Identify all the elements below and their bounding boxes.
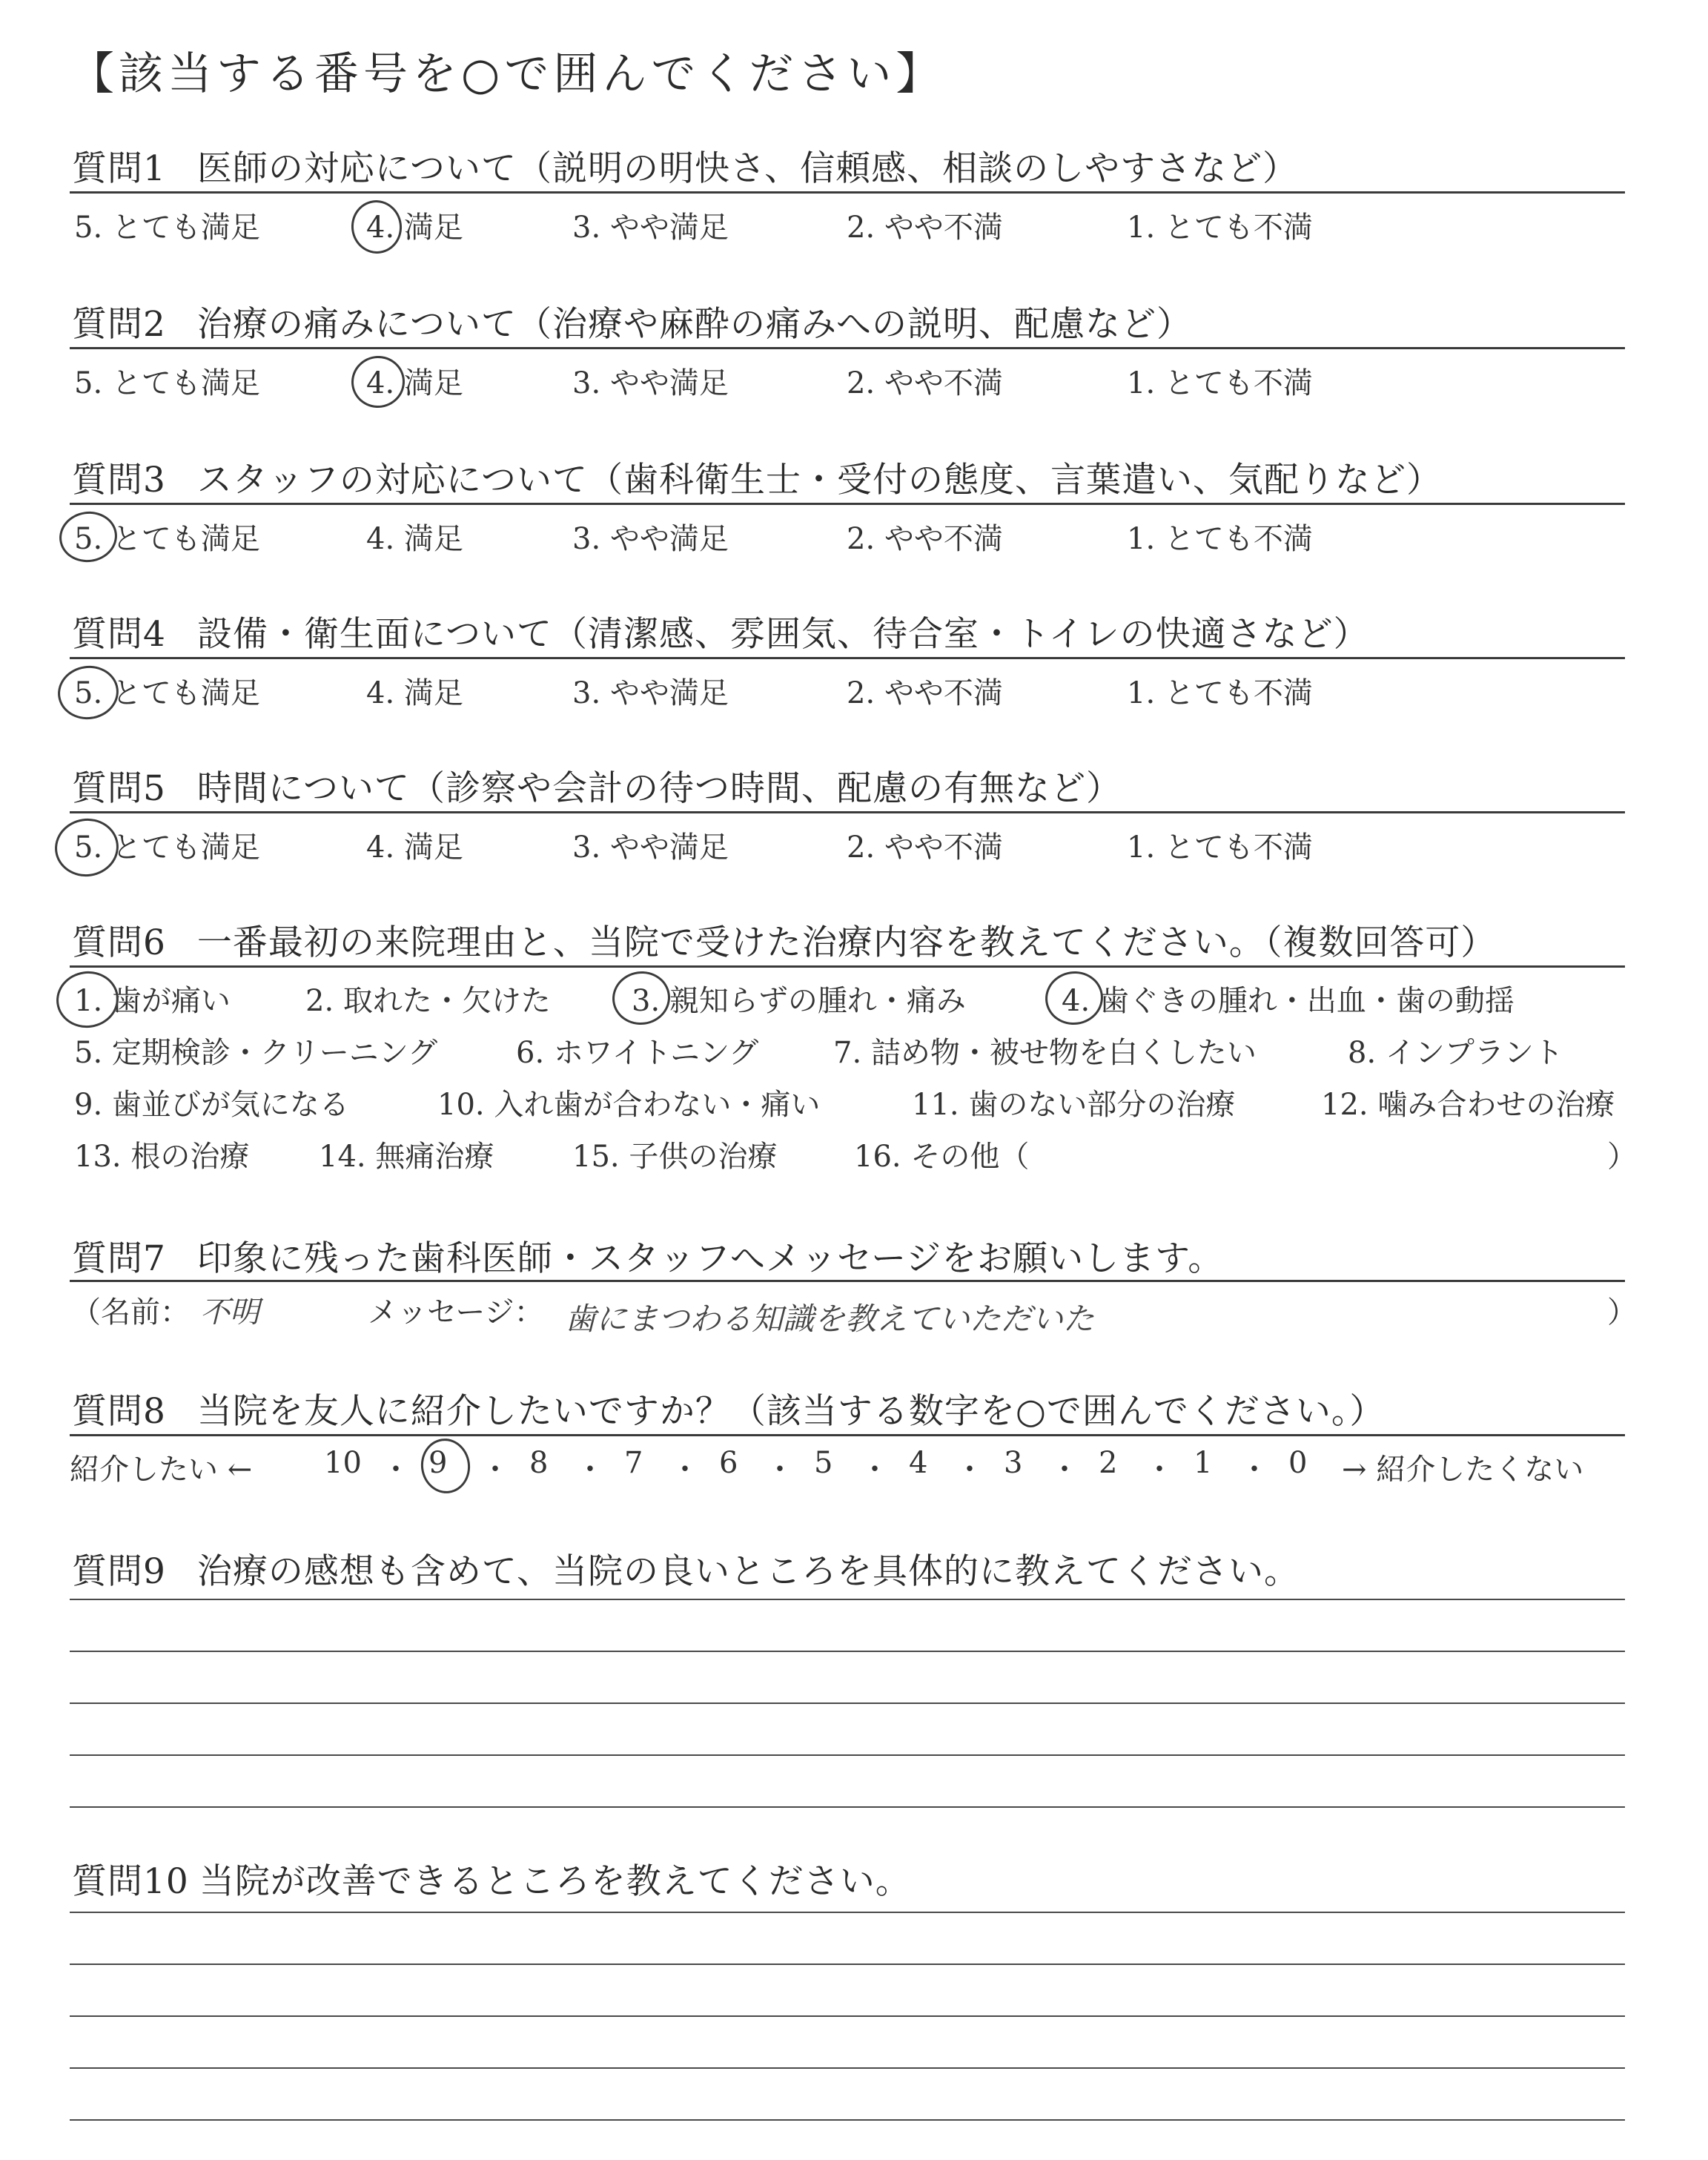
q10-writing-line[interactable]	[70, 2119, 1625, 2121]
q5-option-2[interactable]: 2. やや不満	[847, 830, 1003, 865]
q6-option-6[interactable]: 6. ホワイトニング	[516, 1036, 759, 1070]
q8-separator: ・	[575, 1453, 605, 1487]
q10-writing-line[interactable]	[70, 2015, 1625, 2017]
question-8-text: 当院を友人に紹介したいですか？（該当する数字を○で囲んでください。）	[196, 1391, 1386, 1432]
question-2-number: 質問2	[72, 304, 166, 345]
q10-writing-line[interactable]	[70, 1964, 1625, 1965]
q5-option-5[interactable]: 5. とても満足	[74, 830, 260, 865]
question-1-number: 質問1	[72, 148, 166, 189]
question-10-number: 質問10	[72, 1861, 189, 1902]
q6-option-8[interactable]: 8. インプラント	[1348, 1036, 1563, 1070]
question-10-title	[72, 1854, 911, 1903]
question-10-text: 当院が改善できるところを教えてください。	[199, 1861, 911, 1902]
q8-scale-10[interactable]: 10	[324, 1446, 362, 1480]
q6-option-5[interactable]: 5. 定期検診・クリーニング	[74, 1036, 438, 1070]
question-6-number: 質問6	[72, 922, 166, 963]
q6-option-14[interactable]: 14. 無痛治療	[319, 1140, 494, 1174]
q9-writing-line[interactable]	[70, 1651, 1625, 1652]
q8-separator: ・	[1050, 1453, 1079, 1487]
question-7-text: 印象に残った歯科医師・スタッフへメッセージをお願いします。	[196, 1238, 1224, 1279]
q2-option-3[interactable]: 3. やや満足	[572, 366, 729, 400]
q8-separator: ・	[860, 1453, 890, 1487]
q2-option-2[interactable]: 2. やや不満	[847, 366, 1003, 400]
question-1-rule	[70, 191, 1625, 194]
question-4-text: 設備・衛生面について（清潔感、雰囲気、待合室・トイレの快適さなど）	[196, 614, 1369, 655]
question-6-rule	[70, 965, 1625, 968]
q7-close-paren: ）	[1607, 1295, 1637, 1330]
question-7-number: 質問7	[72, 1238, 166, 1279]
question-7-rule	[70, 1280, 1625, 1282]
question-3-text: スタッフの対応について（歯科衛生士・受付の態度、言葉遣い、気配りなど）	[196, 460, 1442, 501]
q5-option-1[interactable]: 1. とても不満	[1127, 830, 1313, 865]
q6-option-4[interactable]: 4. 歯ぐきの腫れ・出血・歯の動揺	[1062, 984, 1515, 1018]
question-3-number: 質問3	[72, 460, 166, 501]
q8-scale-6[interactable]: 6	[719, 1446, 738, 1480]
question-8-number: 質問8	[72, 1391, 166, 1432]
question-9-text: 治療の感想も含めて、当院の良いところを具体的に教えてください。	[196, 1551, 1300, 1592]
q9-writing-line[interactable]	[70, 1599, 1625, 1600]
question-9-number: 質問9	[72, 1551, 166, 1592]
q1-option-4[interactable]: 4. 満足	[366, 211, 463, 245]
question-3-title	[72, 452, 1442, 502]
q6-option-10[interactable]: 10. 入れ歯が合わない・痛い	[437, 1088, 821, 1122]
q6-other-close-paren: ）	[1607, 1140, 1637, 1174]
q6-option-1[interactable]: 1. 歯が痛い	[74, 984, 231, 1018]
q7-name-label: （名前：	[71, 1295, 190, 1330]
q1-option-5[interactable]: 5. とても満足	[74, 211, 260, 245]
q8-left-label: 紹介したい ←	[70, 1453, 253, 1487]
q6-option-12[interactable]: 12. 噛み合わせの治療	[1321, 1088, 1615, 1122]
question-5-text: 時間について（診察や会計の待つ時間、配慮の有無など）	[196, 768, 1122, 809]
q8-separator: ・	[765, 1453, 795, 1487]
q3-option-3[interactable]: 3. やや満足	[572, 522, 729, 556]
question-2-rule	[70, 347, 1625, 349]
question-4-title	[72, 607, 1369, 656]
question-9-title	[72, 1544, 1300, 1593]
q8-scale-9[interactable]: 9	[428, 1446, 448, 1480]
q8-separator: ・	[1145, 1453, 1174, 1487]
question-5-rule	[70, 811, 1625, 813]
q5-option-4[interactable]: 4. 満足	[366, 830, 463, 865]
question-6-title	[72, 915, 1496, 965]
question-8-rule	[70, 1434, 1625, 1436]
q7-name-handwritten[interactable]: 不明	[200, 1295, 259, 1330]
q2-option-1[interactable]: 1. とても不満	[1127, 366, 1313, 400]
q8-scale-7[interactable]: 7	[624, 1446, 643, 1480]
q1-option-3[interactable]: 3. やや満足	[572, 211, 729, 245]
q8-selection-circle	[417, 1436, 474, 1496]
question-4-rule	[70, 657, 1625, 659]
q6-option-15[interactable]: 15. 子供の治療	[572, 1140, 778, 1174]
q8-separator: ・	[1239, 1453, 1269, 1487]
question-5-title	[72, 761, 1122, 810]
q6-option-13[interactable]: 13. 根の治療	[74, 1140, 250, 1174]
q8-scale-5[interactable]: 5	[814, 1446, 833, 1480]
q9-writing-line[interactable]	[70, 1702, 1625, 1704]
q9-writing-line[interactable]	[70, 1806, 1625, 1808]
q8-separator: ・	[955, 1453, 984, 1487]
q9-writing-line[interactable]	[70, 1754, 1625, 1756]
q8-scale-0[interactable]: 0	[1288, 1446, 1308, 1480]
q4-option-3[interactable]: 3. やや満足	[572, 676, 729, 710]
q8-scale-8[interactable]: 8	[529, 1446, 549, 1480]
q3-option-5[interactable]: 5. とても満足	[74, 522, 260, 556]
question-5-number: 質問5	[72, 768, 166, 809]
q7-message-label: メッセージ：	[368, 1295, 544, 1330]
q8-separator: ・	[670, 1453, 700, 1487]
q5-option-3[interactable]: 3. やや満足	[572, 830, 729, 865]
question-8-title	[72, 1384, 1385, 1433]
question-1-text: 医師の対応について（説明の明快さ、信頼感、相談のしやすさなど）	[196, 148, 1299, 189]
q6-option-3[interactable]: 3. 親知らずの腫れ・痛み	[632, 984, 966, 1018]
q2-option-4[interactable]: 4. 満足	[366, 366, 463, 400]
q6-option-16[interactable]: 16. その他（	[854, 1140, 1030, 1174]
question-2-title	[72, 297, 1192, 346]
q2-option-5[interactable]: 5. とても満足	[74, 366, 260, 400]
q8-separator: ・	[381, 1453, 411, 1487]
form-title: 【該当する番号を○で囲んでください】	[70, 48, 945, 100]
q3-option-4[interactable]: 4. 満足	[366, 522, 463, 556]
q1-option-2[interactable]: 2. やや不満	[847, 211, 1003, 245]
q8-separator: ・	[480, 1453, 510, 1487]
question-7-title	[72, 1231, 1223, 1281]
question-4-number: 質問4	[72, 614, 166, 655]
q4-option-5[interactable]: 5. とても満足	[74, 676, 260, 710]
q6-option-7[interactable]: 7. 詰め物・被せ物を白くしたい	[833, 1036, 1257, 1070]
q6-option-2[interactable]: 2. 取れた・欠けた	[305, 984, 551, 1018]
q10-writing-line[interactable]	[70, 2067, 1625, 2069]
q4-option-4[interactable]: 4. 満足	[366, 676, 463, 710]
q6-option-11[interactable]: 11. 歯のない部分の治療	[912, 1088, 1236, 1122]
q8-scale-2[interactable]: 2	[1099, 1446, 1118, 1480]
q8-scale-3[interactable]: 3	[1004, 1446, 1023, 1480]
q4-option-2[interactable]: 2. やや不満	[847, 676, 1003, 710]
q3-option-1[interactable]: 1. とても不満	[1127, 522, 1313, 556]
q3-option-2[interactable]: 2. やや不満	[847, 522, 1003, 556]
q7-message-handwritten[interactable]: 歯にまつわる知識を教えていただいた	[565, 1301, 1095, 1337]
q1-option-1[interactable]: 1. とても不満	[1127, 211, 1313, 245]
q8-scale-1[interactable]: 1	[1194, 1446, 1213, 1480]
question-2-text: 治療の痛みについて（治療や麻酔の痛みへの説明、配慮など）	[196, 304, 1193, 345]
question-3-rule	[70, 503, 1625, 505]
q4-option-1[interactable]: 1. とても不満	[1127, 676, 1313, 710]
q10-writing-line[interactable]	[70, 1912, 1625, 1913]
q8-scale-4[interactable]: 4	[909, 1446, 928, 1480]
q8-right-label: → 紹介したくない	[1342, 1453, 1584, 1487]
question-6-text: 一番最初の来院理由と、当院で受けた治療内容を教えてください。（複数回答可）	[196, 922, 1497, 963]
q6-option-9[interactable]: 9. 歯並びが気になる	[74, 1088, 349, 1122]
question-1-title	[72, 141, 1298, 191]
